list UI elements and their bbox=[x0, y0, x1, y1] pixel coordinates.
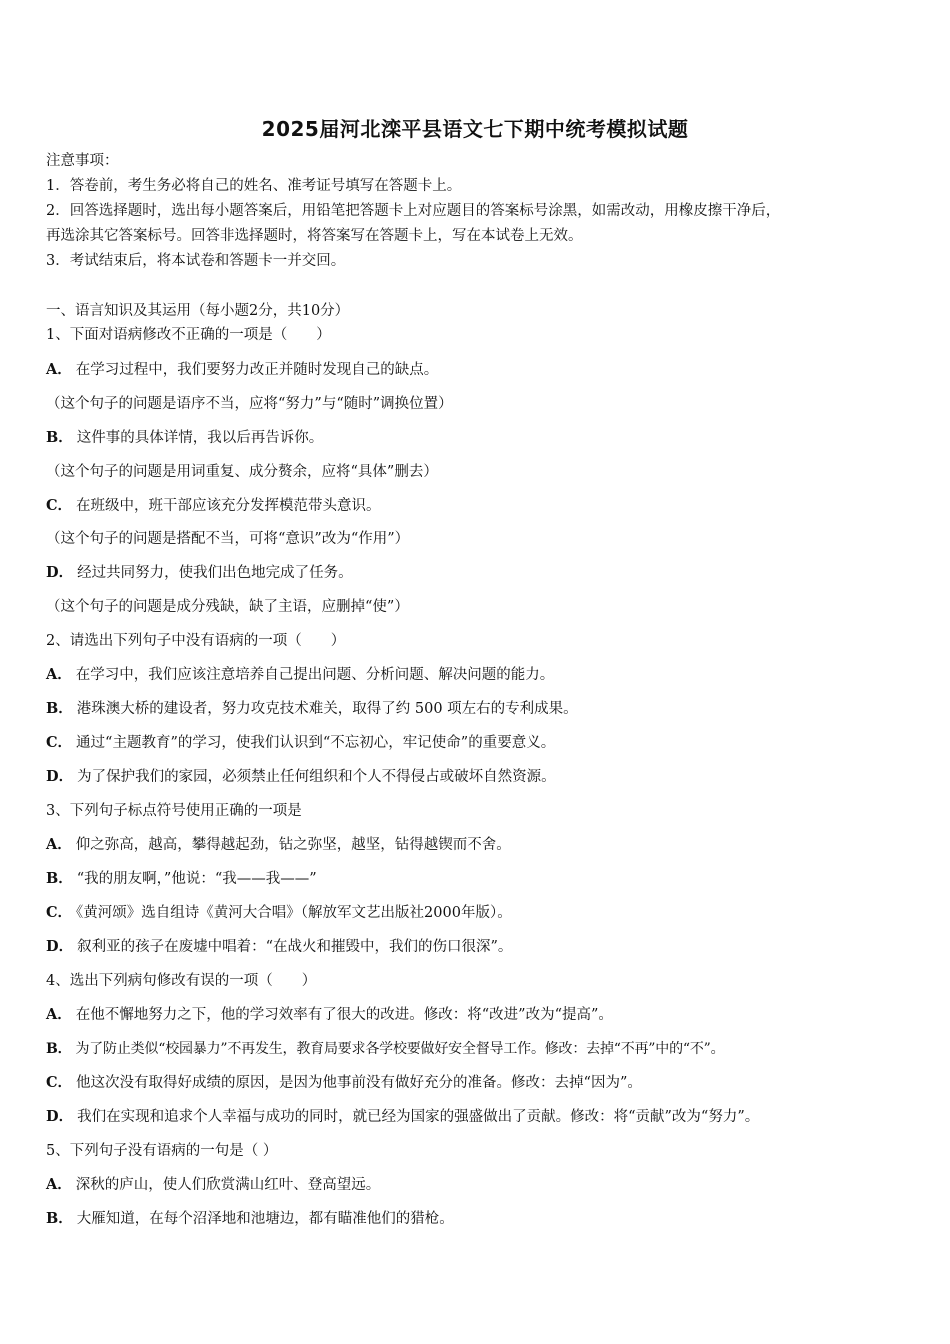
option-d bbox=[46, 563, 353, 583]
notice-item: 再选涂其它答案标号。回答非选择题时，将答案写在答题卡上，写在本试卷上无效。 bbox=[46, 228, 583, 244]
option-letter: D． bbox=[46, 564, 74, 581]
notice-item: 2．回答选择题时，选出每小题答案后，用铅笔把答题卡上对应题目的答案标号涂黑，如需改动，用橡皮擦干净后， bbox=[46, 203, 781, 219]
notice-item: 1．答卷前，考生务必将自己的姓名、准考证号填写在答题卡上。 bbox=[46, 178, 462, 194]
option-a bbox=[46, 1175, 380, 1195]
option-text: 他这次没有取得好成绩的原因，是因为他事前没有做好充分的准备。修改：去掉“因为”。 bbox=[76, 1075, 642, 1091]
section-heading: 一、语言知识及其运用（每小题2分，共10分） bbox=[46, 303, 350, 319]
option-b bbox=[46, 1039, 724, 1059]
question-stem: 1、下面对语病修改不正确的一项是（ ） bbox=[46, 327, 331, 343]
option-letter: A． bbox=[46, 1176, 72, 1193]
option-a bbox=[46, 835, 511, 855]
option-d bbox=[46, 937, 512, 957]
option-b bbox=[46, 428, 323, 448]
option-d bbox=[46, 1107, 759, 1127]
option-a bbox=[46, 1005, 613, 1025]
option-text: 在学习中，我们应该注意培养自己提出问题、分析问题、解决问题的能力。 bbox=[75, 667, 555, 683]
option-letter: D． bbox=[46, 768, 74, 785]
option-text: 通过“主题教育”的学习，使我们认识到“不忘初心，牢记使命”的重要意义。 bbox=[76, 735, 556, 751]
option-text: 经过共同努力，使我们出色地完成了任务。 bbox=[77, 565, 353, 581]
option-d bbox=[46, 767, 556, 787]
option-letter: A． bbox=[46, 836, 72, 853]
option-c bbox=[46, 496, 381, 516]
question-stem: 4、选出下列病句修改有误的一项（ ） bbox=[46, 973, 317, 989]
question-stem: 3、下列句子标点符号使用正确的一项是 bbox=[46, 803, 302, 819]
option-b bbox=[46, 1209, 454, 1229]
option-text: 叙利亚的孩子在废墟中唱着：“在战火和摧毁中，我们的伤口很深”。 bbox=[77, 939, 513, 955]
option-note: （这个句子的问题是搭配不当，可将“意识”改为“作用”） bbox=[46, 531, 410, 547]
option-text: 港珠澳大桥的建设者，努力攻克技术难关，取得了约 500 项左右的专利成果。 bbox=[76, 701, 578, 717]
option-text: 深秋的庐山，使人们欣赏满山红叶、登高望远。 bbox=[75, 1177, 381, 1193]
option-a bbox=[46, 665, 554, 685]
option-letter: B． bbox=[46, 700, 73, 717]
option-letter: B． bbox=[46, 1210, 73, 1227]
option-note: （这个句子的问题是用词重复、成分赘余，应将“具体”删去） bbox=[46, 464, 438, 480]
option-letter: B． bbox=[46, 870, 73, 887]
option-text: “我的朋友啊，”他说：“我——我——” bbox=[76, 871, 317, 887]
option-text: 在他不懈地努力之下，他的学习效率有了很大的改进。修改：将“改进”改为“提高”。 bbox=[75, 1007, 613, 1023]
option-text: 这件事的具体详情，我以后再告诉你。 bbox=[76, 430, 324, 446]
option-letter: B． bbox=[46, 1041, 72, 1057]
page-title: 2025届河北滦平县语文七下期中统考模拟试题 bbox=[261, 117, 689, 141]
notice-item: 3．考试结束后，将本试卷和答题卡一并交回。 bbox=[46, 253, 346, 269]
option-text: 《黄河颂》选自组诗《黄河大合唱》（解放军文艺出版社2000年版）。 bbox=[76, 905, 512, 921]
question-stem: 2、请选出下列句子中没有语病的一项（ ） bbox=[46, 633, 346, 649]
option-letter: A． bbox=[46, 1006, 72, 1023]
option-a bbox=[46, 360, 438, 380]
option-text: 在学习过程中，我们要努力改正并随时发现自己的缺点。 bbox=[75, 362, 439, 378]
option-letter: B． bbox=[46, 429, 73, 446]
option-text: 在班级中，班干部应该充分发挥模范带头意识。 bbox=[76, 498, 381, 514]
option-letter: C． bbox=[46, 904, 73, 921]
option-letter: C． bbox=[46, 734, 73, 751]
option-letter: D． bbox=[46, 1108, 74, 1125]
option-letter: D． bbox=[46, 938, 74, 955]
option-text: 为了防止类似“校园暴力”不再发生，教育局要求各学校要做好安全督导工作。修改：去掉“不再”中的“不”。 bbox=[75, 1041, 725, 1057]
option-b bbox=[46, 699, 578, 719]
option-letter: A． bbox=[46, 666, 72, 683]
option-letter: A． bbox=[46, 361, 72, 378]
option-c bbox=[46, 903, 512, 923]
option-text: 大雁知道，在每个沼泽地和池塘边，都有瞄准他们的猎枪。 bbox=[76, 1211, 454, 1227]
question-stem: 5、下列句子没有语病的一句是（ ） bbox=[46, 1143, 278, 1159]
option-c bbox=[46, 733, 555, 753]
option-text: 我们在实现和追求个人幸福与成功的同时，就已经为国家的强盛做出了贡献。修改：将“贡献”改为“努力”。 bbox=[77, 1109, 760, 1125]
option-letter: C． bbox=[46, 1074, 73, 1091]
option-text: 仰之弥高，越高，攀得越起劲，钻之弥坚，越坚，钻得越锲而不舍。 bbox=[75, 837, 511, 853]
option-text: 为了保护我们的家园，必须禁止任何组织和个人不得侵占或破坏自然资源。 bbox=[77, 769, 556, 785]
option-b bbox=[46, 869, 317, 889]
notice-heading: 注意事项： bbox=[46, 153, 119, 169]
option-letter: C． bbox=[46, 497, 73, 514]
option-c bbox=[46, 1073, 642, 1093]
option-note: （这个句子的问题是语序不当，应将“努力”与“随时”调换位置） bbox=[46, 396, 453, 412]
option-note: （这个句子的问题是成分残缺，缺了主语，应删掉“使”） bbox=[46, 599, 409, 615]
